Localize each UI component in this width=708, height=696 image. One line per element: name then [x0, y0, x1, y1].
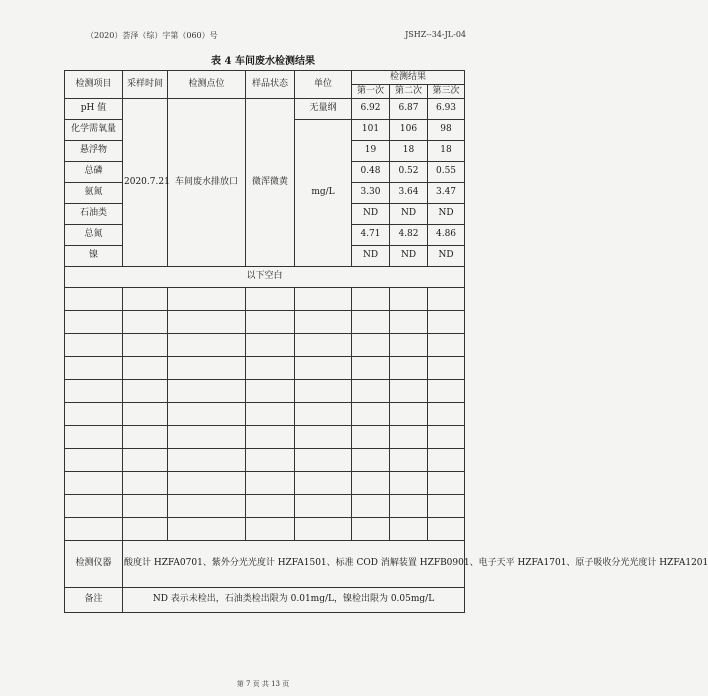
remarks-label: 备注 [65, 588, 123, 613]
empty-row [65, 495, 465, 518]
table-row [65, 99, 465, 120]
document-code: JSHZ--34-JL-04 [405, 30, 466, 39]
value-3: 0.55 [428, 162, 465, 183]
value-2: 18 [390, 141, 428, 162]
value-2: 6.87 [390, 99, 428, 120]
value-1: 101 [352, 120, 390, 141]
page-number: 第 7 页 共 13 页 [236, 680, 290, 688]
value-3: 98 [428, 120, 465, 141]
empty-rows [65, 288, 465, 541]
value-2: 106 [390, 120, 428, 141]
sampling-time: 2020.7.21 [123, 99, 168, 267]
header-time: 采样时间 [123, 71, 168, 99]
empty-row [65, 334, 465, 357]
row-item: 总氮 [65, 225, 123, 246]
header-item: 检测项目 [65, 71, 123, 99]
value-3: ND [428, 204, 465, 225]
value-3: 4.86 [428, 225, 465, 246]
row-item: 镍 [65, 246, 123, 267]
value-2: 4.82 [390, 225, 428, 246]
value-3: 6.93 [428, 99, 465, 120]
sample-state: 微浑微黄 [246, 99, 295, 267]
header-third: 第三次 [428, 85, 465, 99]
row-item: 化学需氧量 [65, 120, 123, 141]
unit-mgl: mg/L [295, 120, 352, 267]
value-1: ND [352, 204, 390, 225]
remarks-text: ND 表示未检出，石油类检出限为 0.01mg/L，镍检出限为 0.05mg/L [123, 588, 465, 613]
sampling-location: 车间废水排放口 [168, 99, 246, 267]
row-item: 总磷 [65, 162, 123, 183]
value-1: 3.30 [352, 183, 390, 204]
remarks-row [65, 588, 465, 613]
document-reference: （2020）荟泽（综）字第（060）号 [86, 31, 218, 40]
header-row [65, 71, 465, 85]
value-1: 6.92 [352, 99, 390, 120]
row-item: 石油类 [65, 204, 123, 225]
instruments-label: 检测仪器 [65, 541, 123, 588]
value-2: ND [390, 246, 428, 267]
results-table [64, 70, 708, 613]
unit-ph: 无量纲 [295, 99, 352, 120]
empty-row [65, 472, 465, 495]
value-1: 19 [352, 141, 390, 162]
value-1: 4.71 [352, 225, 390, 246]
row-item: pH 值 [65, 99, 123, 120]
table-title: 表 4 车间废水检测结果 [211, 56, 315, 67]
header-state: 样品状态 [246, 71, 295, 99]
value-2: 3.64 [390, 183, 428, 204]
row-item: 氨氮 [65, 183, 123, 204]
value-1: 0.48 [352, 162, 390, 183]
blank-note-row [65, 267, 465, 288]
empty-row [65, 311, 465, 334]
header-first: 第一次 [352, 85, 390, 99]
instruments-row [65, 541, 465, 588]
empty-row [65, 449, 465, 472]
value-3: 18 [428, 141, 465, 162]
empty-row [65, 288, 465, 311]
empty-row [65, 403, 465, 426]
header-location: 检测点位 [168, 71, 246, 99]
empty-row [65, 357, 465, 380]
value-2: 0.52 [390, 162, 428, 183]
empty-row [65, 518, 465, 541]
blank-note: 以下空白 [65, 267, 465, 288]
value-1: ND [352, 246, 390, 267]
header-second: 第二次 [390, 85, 428, 99]
value-3: ND [428, 246, 465, 267]
header-unit: 单位 [295, 71, 352, 99]
header-results: 检测结果 [352, 71, 465, 85]
empty-row [65, 380, 465, 403]
value-2: ND [390, 204, 428, 225]
row-item: 悬浮物 [65, 141, 123, 162]
value-3: 3.47 [428, 183, 465, 204]
instruments-text: 酸度计 HZFA0701、紫外分光光度计 HZFA1501、标准 COD 消解装置 HZFB0901、电子天平 HZFA1701、原子吸收分光光度计 HZFA1201 [123, 541, 465, 588]
empty-row [65, 426, 465, 449]
